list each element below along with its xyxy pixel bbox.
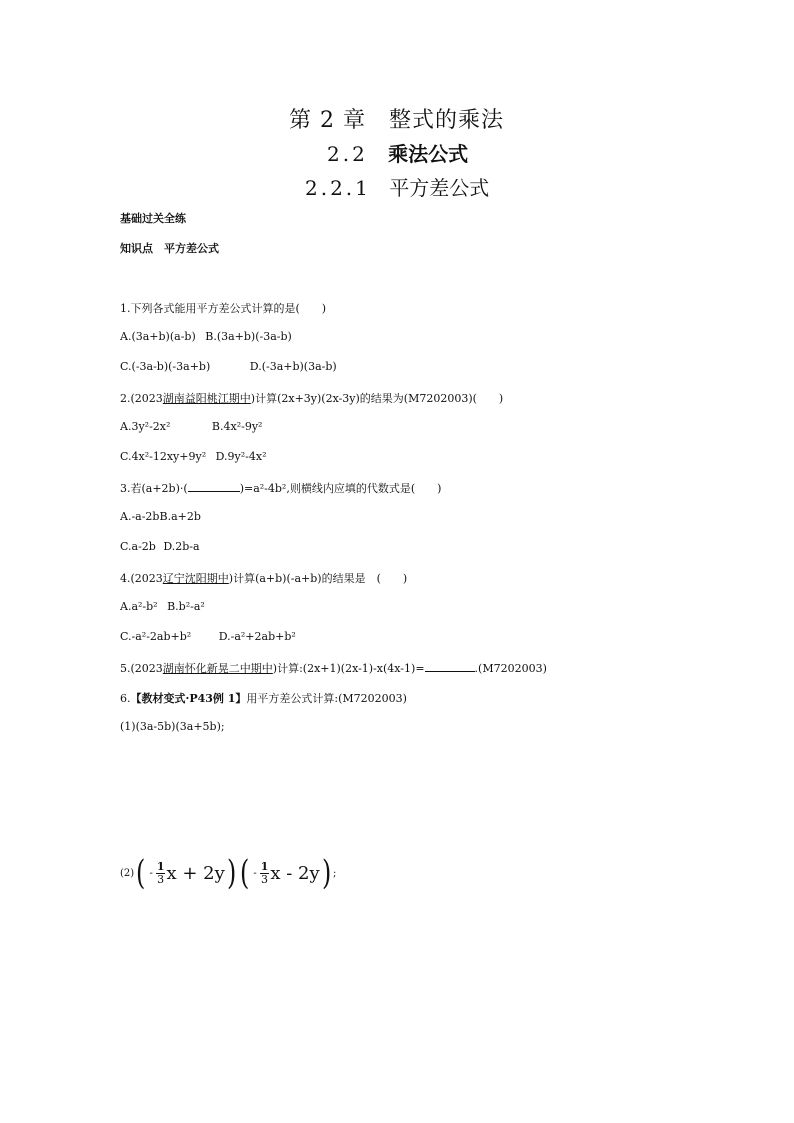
option-4a: A.a²-b² <box>120 600 158 613</box>
term-x-minus-2y: x - 2y <box>270 862 320 884</box>
option-2b: B.4x²-9y² <box>211 420 263 433</box>
option-4c: C.-a²-2ab+b² <box>120 630 192 643</box>
question-5-prefix: 5.(2023 <box>120 662 163 675</box>
practice-label: 基础过关全练 <box>120 212 186 225</box>
option-3b: B.a+2b <box>159 510 201 523</box>
knowledge-label: 知识点 平方差公式 <box>120 242 219 255</box>
question-4-options-cd <box>120 630 296 643</box>
question-3-options-ab <box>120 510 201 523</box>
left-paren-2: ( <box>240 853 250 893</box>
question-2-prefix: 2.(2023 <box>120 392 163 405</box>
fraction-denominator: 3 <box>157 872 165 886</box>
question-2-options-ab <box>120 420 262 433</box>
option-2d: D.9y²-4x² <box>215 450 267 463</box>
section-name: 乘法公式 <box>388 142 469 166</box>
section-number: 2.2 <box>327 142 368 166</box>
question-4-stem <box>120 570 407 586</box>
fraction-denominator-2: 3 <box>261 872 269 886</box>
question-5-suffix: .(M7202003) <box>474 662 547 675</box>
question-5-mid: )计算:(2x+1)(2x-1)-x(4x-1)= <box>272 662 425 675</box>
minus-sign: - <box>149 867 153 879</box>
question-4-source: 辽宁沈阳期中 <box>162 572 229 585</box>
option-2a: A.3y²-2x² <box>120 420 171 433</box>
option-1d: D.(-3a+b)(3a-b) <box>249 360 337 373</box>
option-4b: B.b²-a² <box>167 600 205 613</box>
option-3c: C.a-2b <box>120 540 156 553</box>
question-3-options-cd <box>120 540 200 553</box>
right-paren: ) <box>226 853 237 893</box>
fraction-one-third <box>156 861 166 885</box>
question-1-stem: 1.下列各式能用平方差公式计算的是( ) <box>120 302 327 315</box>
left-paren: ( <box>136 853 146 893</box>
option-3a: A.-a-2b <box>120 510 160 523</box>
question-2-source: 湖南益阳桃江期中 <box>162 392 251 405</box>
fraction-numerator-2: 1 <box>260 859 269 873</box>
question-6-part-1: (1)(3a-5b)(3a+5b); <box>120 720 225 733</box>
question-6-tag: 【教材变式·P43例 1】 <box>130 692 247 705</box>
question-2-stem <box>120 390 503 406</box>
question-4-suffix: )计算(a+b)(-a+b)的结果是 ( ) <box>228 572 408 585</box>
part-2-label: (2) <box>120 867 135 879</box>
question-6-suffix: 用平方差公式计算:(M7202003) <box>246 692 407 705</box>
fraction-numerator: 1 <box>156 859 165 873</box>
answer-blank-5[interactable] <box>425 660 475 672</box>
question-3-suffix: )=a²-4b²,则横线内应填的代数式是( ) <box>239 482 442 495</box>
question-3-prefix: 3.若(a+2b)·( <box>120 482 188 495</box>
question-3-stem <box>120 480 441 496</box>
question-2-options-cd <box>120 450 266 463</box>
question-4-options-ab <box>120 600 205 613</box>
fraction-one-third-2 <box>260 861 270 885</box>
section-title <box>327 138 468 167</box>
minus-sign-2: - <box>253 867 257 879</box>
question-6-stem <box>120 690 407 706</box>
option-3d: D.2b-a <box>163 540 200 553</box>
subsection-name: 平方差公式 <box>389 176 490 200</box>
part-2-end: ; <box>332 867 337 879</box>
question-5-source: 湖南怀化新晃二中期中 <box>162 662 273 675</box>
question-5-stem <box>120 660 547 676</box>
question-1-options-cd <box>120 360 337 373</box>
question-2-suffix: )计算(2x+3y)(2x-3y)的结果为(M7202003)( ) <box>250 392 504 405</box>
answer-blank[interactable] <box>188 480 240 492</box>
chapter-title: 第 2 章 整式的乘法 <box>289 108 504 133</box>
subsection-number: 2.2.1 <box>305 176 371 200</box>
option-4d: D.-a²+2ab+b² <box>218 630 296 643</box>
option-2c: C.4x²-12xy+9y² <box>120 450 207 463</box>
option-1b: B.(3a+b)(-3a-b) <box>205 330 292 343</box>
question-6-prefix: 6. <box>120 692 131 705</box>
option-1a: A.(3a+b)(a-b) <box>120 330 196 343</box>
option-1c: C.(-3a-b)(-3a+b) <box>120 360 211 373</box>
subsection-title <box>305 172 489 201</box>
question-1-options-ab <box>120 330 292 343</box>
right-paren-2: ) <box>321 853 331 893</box>
term-x-plus-2y: x + 2y <box>166 862 225 884</box>
question-6-part-2 <box>120 853 337 893</box>
question-4-prefix: 4.(2023 <box>120 572 163 585</box>
